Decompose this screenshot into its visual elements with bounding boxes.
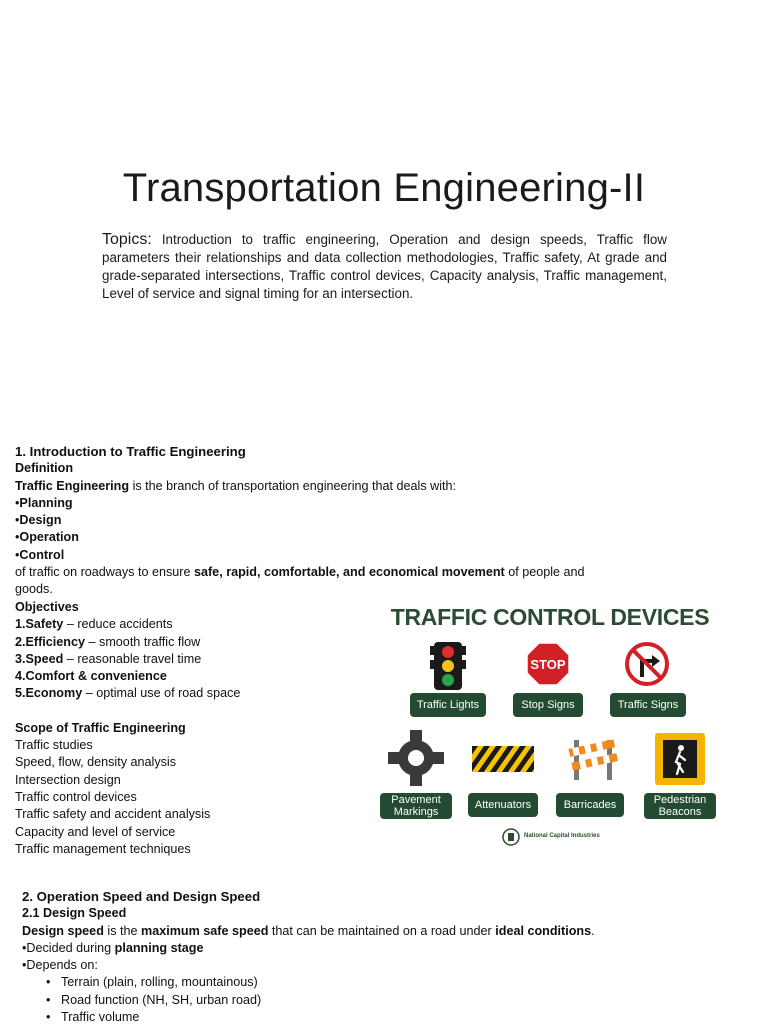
definition-item: •Planning <box>15 495 73 510</box>
logo-seal-icon <box>502 827 520 847</box>
label-stop-signs: Stop Signs <box>513 693 583 717</box>
scope-item: Capacity and level of service <box>15 824 176 839</box>
figure-title: TRAFFIC CONTROL DEVICES <box>390 604 710 630</box>
objectives-block <box>15 599 375 858</box>
label-barricades: Barricades <box>556 793 624 817</box>
attenuator-stripes-icon <box>472 746 534 772</box>
traffic-light-icon <box>430 640 466 692</box>
objective-item: 4.Comfort & convenience <box>15 669 167 684</box>
topics-paragraph <box>102 231 667 303</box>
scope-item: Traffic studies <box>15 738 93 753</box>
section-2 <box>22 888 722 1026</box>
barricade-icon <box>568 734 618 782</box>
definition-rest: is the branch of transportation engineering that deals with: <box>129 478 457 493</box>
design-speed-heading: 2.1 Design Speed <box>22 906 127 921</box>
pedestrian-beacon-icon <box>652 730 708 788</box>
roundabout-marking-icon <box>388 730 444 786</box>
section-1-heading: 1. Introduction to Traffic Engineering <box>15 444 246 459</box>
scope-item: Traffic control devices <box>15 789 137 804</box>
scope-label: Scope of Traffic Engineering <box>15 720 186 735</box>
objective-item: 2.Efficiency – smooth traffic flow <box>15 634 201 649</box>
depends-label: •Depends on: <box>22 958 98 973</box>
definition-term: Traffic Engineering <box>15 478 130 493</box>
definition-item: •Design <box>15 513 62 528</box>
scope-item: Speed, flow, density analysis <box>15 755 177 770</box>
design-speed-definition: Design speed is the maximum safe speed that can be maintained on a road under ideal conditions. <box>22 923 595 938</box>
objective-item: 3.Speed – reasonable travel time <box>15 651 202 666</box>
objectives-label: Objectives <box>15 600 79 614</box>
scope-item: Intersection design <box>15 772 121 787</box>
label-attenuators: Attenuators <box>468 793 538 817</box>
label-pavement-markings: Pavement Markings <box>380 793 452 819</box>
depends-list <box>22 974 722 1026</box>
traffic-control-devices-figure <box>380 600 720 852</box>
stop-sign-text: STOP <box>530 657 566 672</box>
definition-item: •Control <box>15 547 65 562</box>
list-item: • Traffic volume <box>61 1009 722 1026</box>
section-1 <box>15 443 615 599</box>
label-traffic-lights: Traffic Lights <box>410 693 486 717</box>
scope-item: Traffic management techniques <box>15 841 191 856</box>
definition-tail: of traffic on roadways to ensure safe, rapid, comfortable, and economical movement of people and goods. <box>15 565 585 597</box>
label-traffic-signs: Traffic Signs <box>610 693 686 717</box>
topics-label: Topics: <box>102 231 152 248</box>
topics-text: Introduction to traffic engineering, Operation and design speeds, Traffic flow parameters their relationships and data collection methodologies, Traffic safety, At grade and grade-separated intersections, Traffic control devices, Capacity analysis, Traffic management, Level of service and signal timing for an intersection. <box>102 232 667 301</box>
label-pedestrian-beacons: Pedestrian Beacons <box>644 793 716 819</box>
decided-line: •Decided during planning stage <box>22 940 204 955</box>
section-2-heading: 2. Operation Speed and Design Speed <box>22 889 261 904</box>
no-right-turn-sign-icon <box>624 641 670 687</box>
list-item: • Terrain (plain, rolling, mountainous) <box>61 974 722 991</box>
company-logo <box>502 826 602 848</box>
document-title: Transportation Engineering-II <box>122 166 646 210</box>
definition-sentence <box>15 478 615 495</box>
list-item: • Road function (NH, SH, urban road) <box>61 992 722 1009</box>
objective-item: 5.Economy – optimal use of road space <box>15 686 241 701</box>
scope-item: Traffic safety and accident analysis <box>15 807 211 822</box>
objective-item: 1.Safety – reduce accidents <box>15 617 173 632</box>
logo-text: National Capital Industries <box>524 833 600 839</box>
definition-item: •Operation <box>15 530 79 545</box>
stop-sign-icon <box>526 642 570 686</box>
definition-label: Definition <box>15 461 74 476</box>
